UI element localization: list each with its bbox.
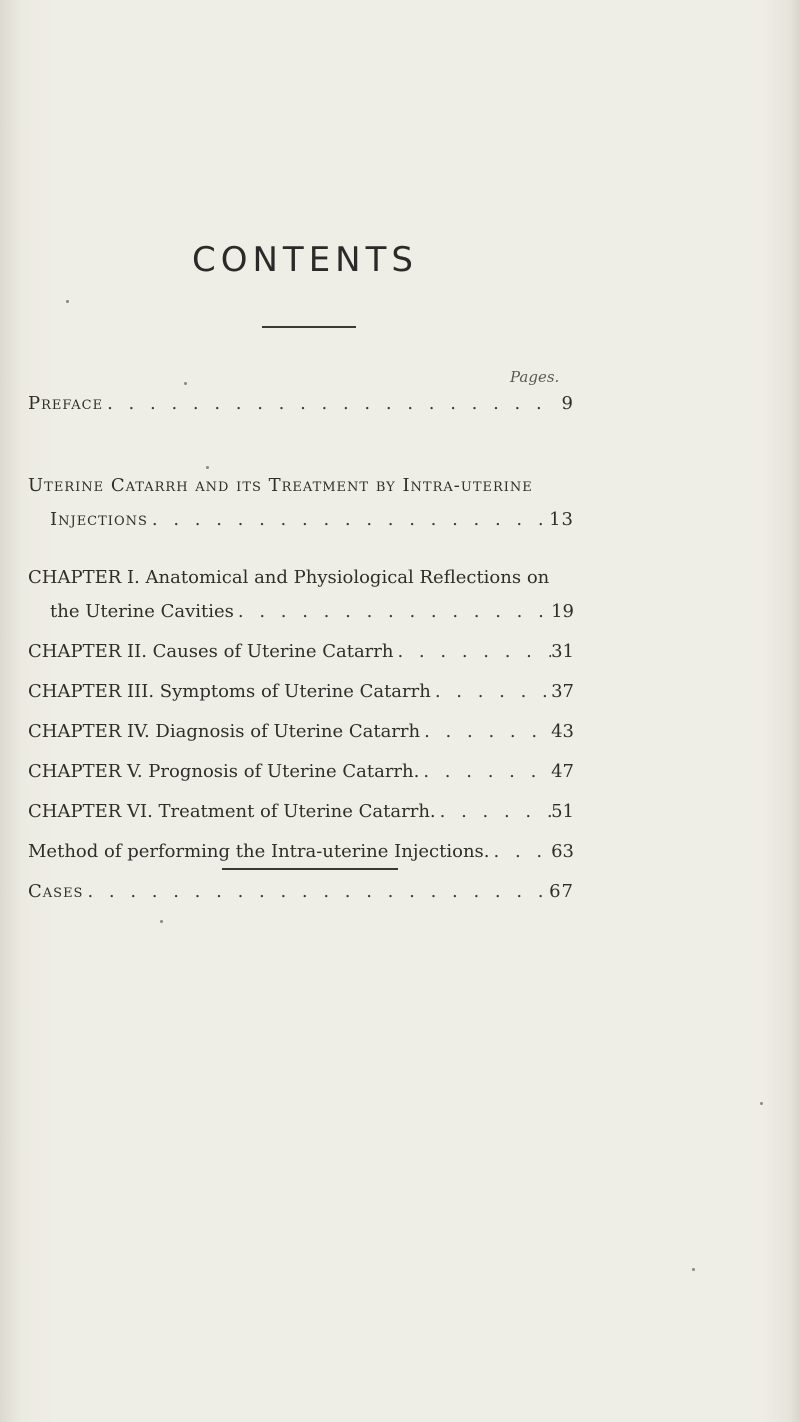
- paper-speck: [760, 1102, 763, 1105]
- paper-speck: [160, 920, 163, 923]
- leader-dots: [393, 640, 551, 664]
- toc-entry-title: CHAPTER IV. Diagnosis of Uterine Catarrh: [28, 721, 421, 742]
- leader-dots: [103, 392, 552, 416]
- paper-speck: [206, 466, 209, 469]
- toc-entry-title: CHAPTER VI. Treatment of Uterine Catarrh.: [28, 801, 436, 822]
- toc-entry-page: 51: [551, 801, 574, 822]
- leader-dots: [490, 840, 552, 864]
- toc-entry-title: CHAPTER II. Causes of Uterine Catarrh: [28, 641, 394, 662]
- leader-dots: [419, 760, 551, 784]
- pages-column-label: Pages.: [510, 368, 560, 386]
- toc-entry-page: 67: [549, 881, 574, 902]
- toc-entry-title: Method of performing the Intra-uterine Injections.: [28, 841, 490, 862]
- paper-speck: [66, 300, 69, 303]
- leader-dots: [431, 680, 551, 704]
- leader-dots: [83, 880, 549, 904]
- leader-dots: [148, 508, 549, 532]
- toc-entry-preface[interactable]: [28, 392, 574, 426]
- toc-entry-page: 37: [551, 681, 574, 702]
- toc-entry-page: 19: [551, 601, 574, 622]
- toc-entry-title: CHAPTER V. Prognosis of Uterine Catarrh.: [28, 761, 420, 782]
- closing-rule: [222, 868, 398, 870]
- leader-dots: [420, 720, 551, 744]
- paper-speck: [692, 1268, 695, 1271]
- leader-dots: [436, 800, 551, 824]
- toc-entry-title: CHAPTER I. Anatomical and Physiological Reflections on: [28, 567, 550, 588]
- toc-entry-title: CHAPTER III. Symptoms of Uterine Catarrh: [28, 681, 431, 702]
- toc-entry-page: 31: [551, 641, 574, 662]
- toc-entry-chapter-1[interactable]: [28, 566, 574, 634]
- title-rule: [262, 326, 356, 328]
- toc-entry-page: 63: [551, 841, 574, 862]
- toc-entry-chapter-6[interactable]: [28, 800, 574, 834]
- toc-entry-chapter-3[interactable]: [28, 680, 574, 714]
- toc-entry-cases[interactable]: [28, 880, 574, 914]
- toc-entry-title-continuation: the Uterine Cavities: [50, 601, 234, 622]
- toc-entry-chapter-4[interactable]: [28, 720, 574, 754]
- toc-entry-uterine-catarrh[interactable]: [28, 474, 574, 542]
- toc-entry-title: Uterine Catarrh and its Treatment by Intra-uterine: [28, 475, 533, 496]
- toc-entry-page: 13: [549, 509, 574, 530]
- toc-entry-title-continuation: Injections: [50, 509, 148, 530]
- toc-entry-chapter-2[interactable]: [28, 640, 574, 674]
- page-title: CONTENTS: [192, 240, 418, 280]
- leader-dots: [234, 600, 551, 624]
- toc-entry-chapter-5[interactable]: [28, 760, 574, 794]
- toc-entry-title: Preface: [28, 393, 104, 414]
- toc-entry-page: 9: [561, 393, 574, 414]
- toc-entry-page: 43: [551, 721, 574, 742]
- toc-entry-title: Cases: [28, 881, 84, 902]
- paper-speck: [184, 382, 187, 385]
- toc-entry-page: 47: [551, 761, 574, 782]
